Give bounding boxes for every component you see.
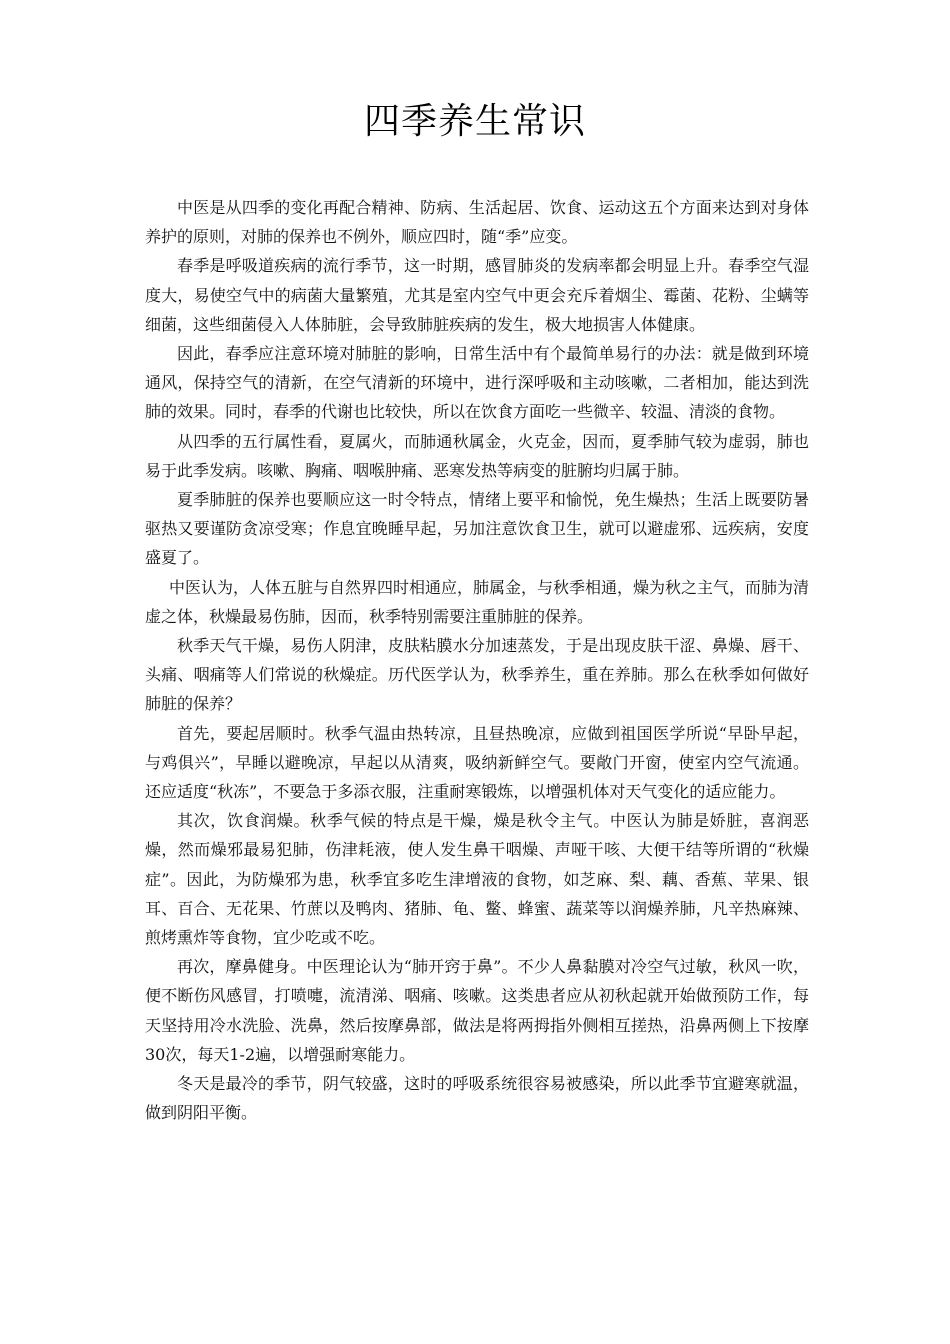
paragraph-autumn-routine: 首先，要起居顺时。秋季气温由热转凉，且昼热晚凉，应做到祖国医学所说“早卧早起，与鸡俱兴”，早睡以避晚凉，早起以从清爽，吸纳新鲜空气。要敞门开窗，使室内空气流通。还应适度“秋冻”，不要急于多添衣服，注重耐寒锻炼，以增强机体对天气变化的适应能力。 — [145, 723, 809, 802]
paragraph-autumn-nose: 再次，摩鼻健身。中医理论认为“肺开窍于鼻”。不少人鼻黏膜对冷空气过敏，秋风一吹，便不断伤风感冒，打喷嚏，流清涕、咽痛、咳嗽。这类患者应从初秋起就开始做预防工作，每天坚持用冷水洗脸、洗鼻，然后按摩鼻部，做法是将两拇指外侧相互搓热，沿鼻两侧上下按摩30次，每天1-2遍，以增强耐寒能力。 — [145, 957, 809, 1064]
paragraph-summer-elements: 从四季的五行属性看，夏属火，而肺通秋属金，火克金，因而，夏季肺气较为虚弱，肺也易于此季发病。咳嗽、胸痛、咽喉肿痛、恶寒发热等病变的脏腑均归属于肺。 — [145, 431, 809, 480]
paragraph-autumn-diet: 其次，饮食润燥。秋季气候的特点是干燥，燥是秋令主气。中医认为肺是娇脏，喜润恶燥，然而燥邪最易犯肺，伤津耗液，使人发生鼻干咽燥、声哑干咳、大便干结等所谓的“秋燥症”。因此，为防燥邪为患，秋季宜多吃生津增液的食物，如芝麻、梨、藕、香蕉、苹果、银耳、百合、无花果、竹蔗以及鸭肉、猪肺、龟、鳖、蜂蜜、蔬菜等以润燥养肺，凡辛热麻辣、煎烤熏炸等食物，宜少吃或不吃。 — [145, 811, 809, 948]
document-title: 四季养生常识 — [363, 101, 586, 142]
paragraph-spring-care: 因此，春季应注意环境对肺脏的影响，日常生活中有个最简单易行的办法：就是做到环境通风，保持空气的清新，在空气清新的环境中，进行深呼吸和主动咳嗽，二者相加，能达到洗肺的效果。同时，春季的代谢也比较快，所以在饮食方面吃一些微辛、较温、清淡的食物。 — [145, 344, 809, 422]
paragraph-winter: 冬天是最冷的季节，阴气较盛，这时的呼吸系统很容易被感染，所以此季节宜避寒就温，做到阴阳平衡。 — [145, 1074, 809, 1123]
paragraph-autumn-dryness: 秋季天气干燥，易伤人阴津，皮肤粘膜水分加速蒸发，于是出现皮肤干涩、鼻燥、唇干、头痛、咽痛等人们常说的秋燥症。历代医学认为，秋季养生，重在养肺。那么在秋季如何做好肺脏的保养？ — [145, 636, 809, 714]
paragraph-spring-diseases: 春季是呼吸道疾病的流行季节，这一时期，感冒肺炎的发病率都会明显上升。春季空气湿度大，易使空气中的病菌大量繁殖，尤其是室内空气中更会充斥着烟尘、霉菌、花粉、尘螨等细菌，这些细菌侵入人体肺脏，会导致肺脏疾病的发生，极大地损害人体健康。 — [145, 256, 809, 334]
paragraph-intro: 中医是从四季的变化再配合精神、防病、生活起居、饮食、运动这五个方面来达到对身体养护的原则，对肺的保养也不例外，顺应四时，随“季”应变。 — [145, 198, 809, 247]
document-body — [145, 193, 809, 1128]
paragraph-autumn-theory: 中医认为，人体五脏与自然界四时相通应，肺属金，与秋季相通，燥为秋之主气，而肺为清虚之体，秋燥最易伤肺，因而，秋季特别需要注重肺脏的保养。 — [145, 577, 810, 626]
paragraph-summer-care: 夏季肺脏的保养也要顺应这一时令特点，情绪上要平和愉悦，免生燥热；生活上既要防暑驱热又要谨防贪凉受寒；作息宜晚睡早起，另加注意饮食卫生，就可以避虚邪、远疾病，安度盛夏了。 — [145, 490, 809, 568]
